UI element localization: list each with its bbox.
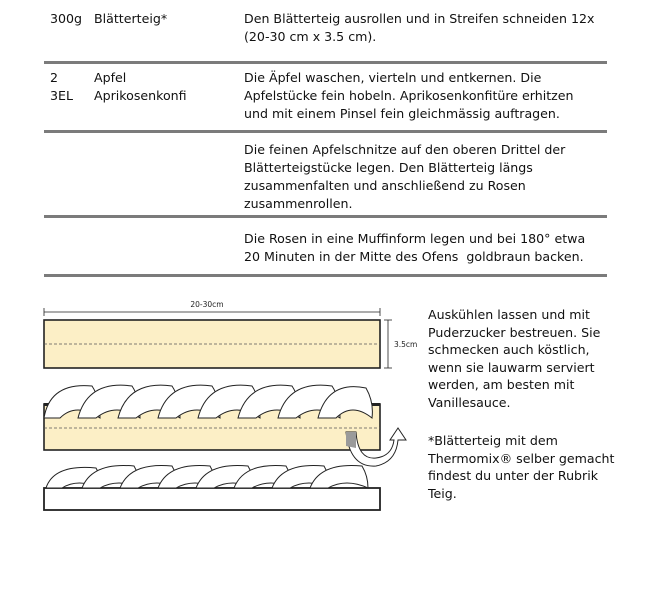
ingredient-cell: Apfel Aprikosenkonfi	[94, 70, 187, 103]
folded-apple-slices	[46, 465, 368, 488]
recipe-row	[44, 10, 607, 58]
instruction-cell: Die Äpfel waschen, vierteln und entkernen. Die Apfelstücke fein hobeln. Aprikosenkonfitüre erhitzen und mit einem Pinsel fein gleichmässig auftragen.	[244, 70, 574, 121]
serving-note: Auskühlen lassen und mit Puderzucker bestreuen. Sie schmecken auch köstlich, wenn sie lauwarm serviert werden, am besten mit Vanillesauce.	[428, 307, 601, 410]
folded-dough-strip	[44, 488, 380, 510]
row-divider	[44, 61, 607, 64]
apple-slices	[44, 385, 372, 418]
instruction-cell: Die feinen Apfelschnitze auf den oberen Drittel der Blätterteigstücke legen. Den Blätterteig längs zusammenfalten und anschließend zu Rosen zusammenrollen.	[244, 142, 566, 211]
height-label: 3.5cm	[394, 340, 418, 349]
recipe-row	[44, 141, 607, 216]
instruction-cell: Die Rosen in eine Muffinform legen und bei 180° etwa 20 Minuten in der Mitte des Ofens goldbraun backen.	[244, 231, 586, 264]
quantity-cell: 2 3EL	[50, 70, 73, 103]
row-divider	[44, 130, 607, 133]
row-divider	[44, 215, 607, 218]
row-divider	[44, 274, 607, 277]
recipe-row	[44, 69, 607, 129]
recipe-row	[44, 230, 607, 270]
ingredient-cell: Blätterteig*	[94, 11, 168, 26]
width-dimension	[44, 300, 380, 316]
footnote: *Blätterteig mit dem Thermomix® selber gemacht findest du unter der Rubrik Teig.	[428, 433, 615, 501]
width-label: 20-30cm	[190, 300, 224, 309]
height-dimension	[384, 320, 417, 368]
instruction-cell: Den Blätterteig ausrollen und in Streifen schneiden 12x (20-30 cm x 3.5 cm).	[244, 11, 595, 44]
dough-strip-diagram	[0, 290, 420, 520]
quantity-cell: 300g	[50, 11, 83, 26]
